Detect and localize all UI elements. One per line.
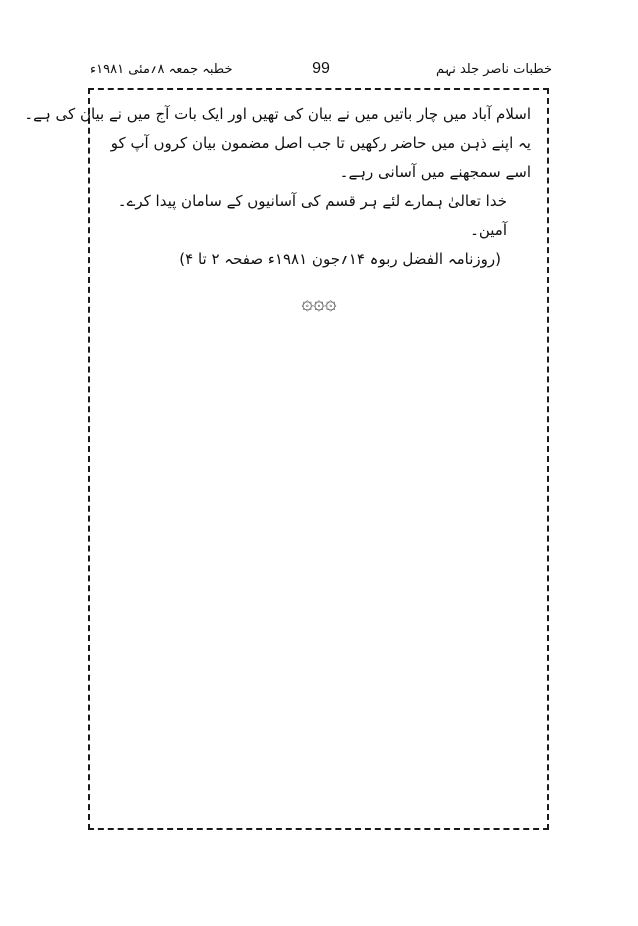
ornament-divider: ۞۞۞ bbox=[301, 290, 337, 314]
paragraph-1: اسلام آباد میں چار باتیں میں نے بیان کی تھیں اور ایک بات آج میں نے بیان کی ہے۔ bbox=[24, 105, 531, 123]
source-reference: (روزنامہ الفضل ربوہ ۱۴؍جون ۱۹۸۱ء صفحہ ۲ تا ۴) bbox=[179, 250, 501, 268]
page-number: 99 bbox=[312, 60, 330, 77]
page-header bbox=[90, 62, 552, 84]
sermon-info: خطبہ جمعہ ۸؍مئی ۱۹۸۱ء bbox=[90, 62, 233, 77]
book-title: خطبات ناصر جلد نہم bbox=[435, 62, 552, 77]
page-content bbox=[24, 100, 531, 274]
paragraph-2: یہ اپنے ذہن میں حاضر رکھیں تا جب اصل مضمون بیان کروں آپ کو اسے سمجھنے میں آسانی رہے۔ bbox=[110, 134, 531, 181]
paragraph-prayer: خدا تعالیٰ ہمارے لئے ہر قسم کی آسانیوں کے سامان پیدا کرے۔ آمین۔ bbox=[117, 192, 507, 239]
